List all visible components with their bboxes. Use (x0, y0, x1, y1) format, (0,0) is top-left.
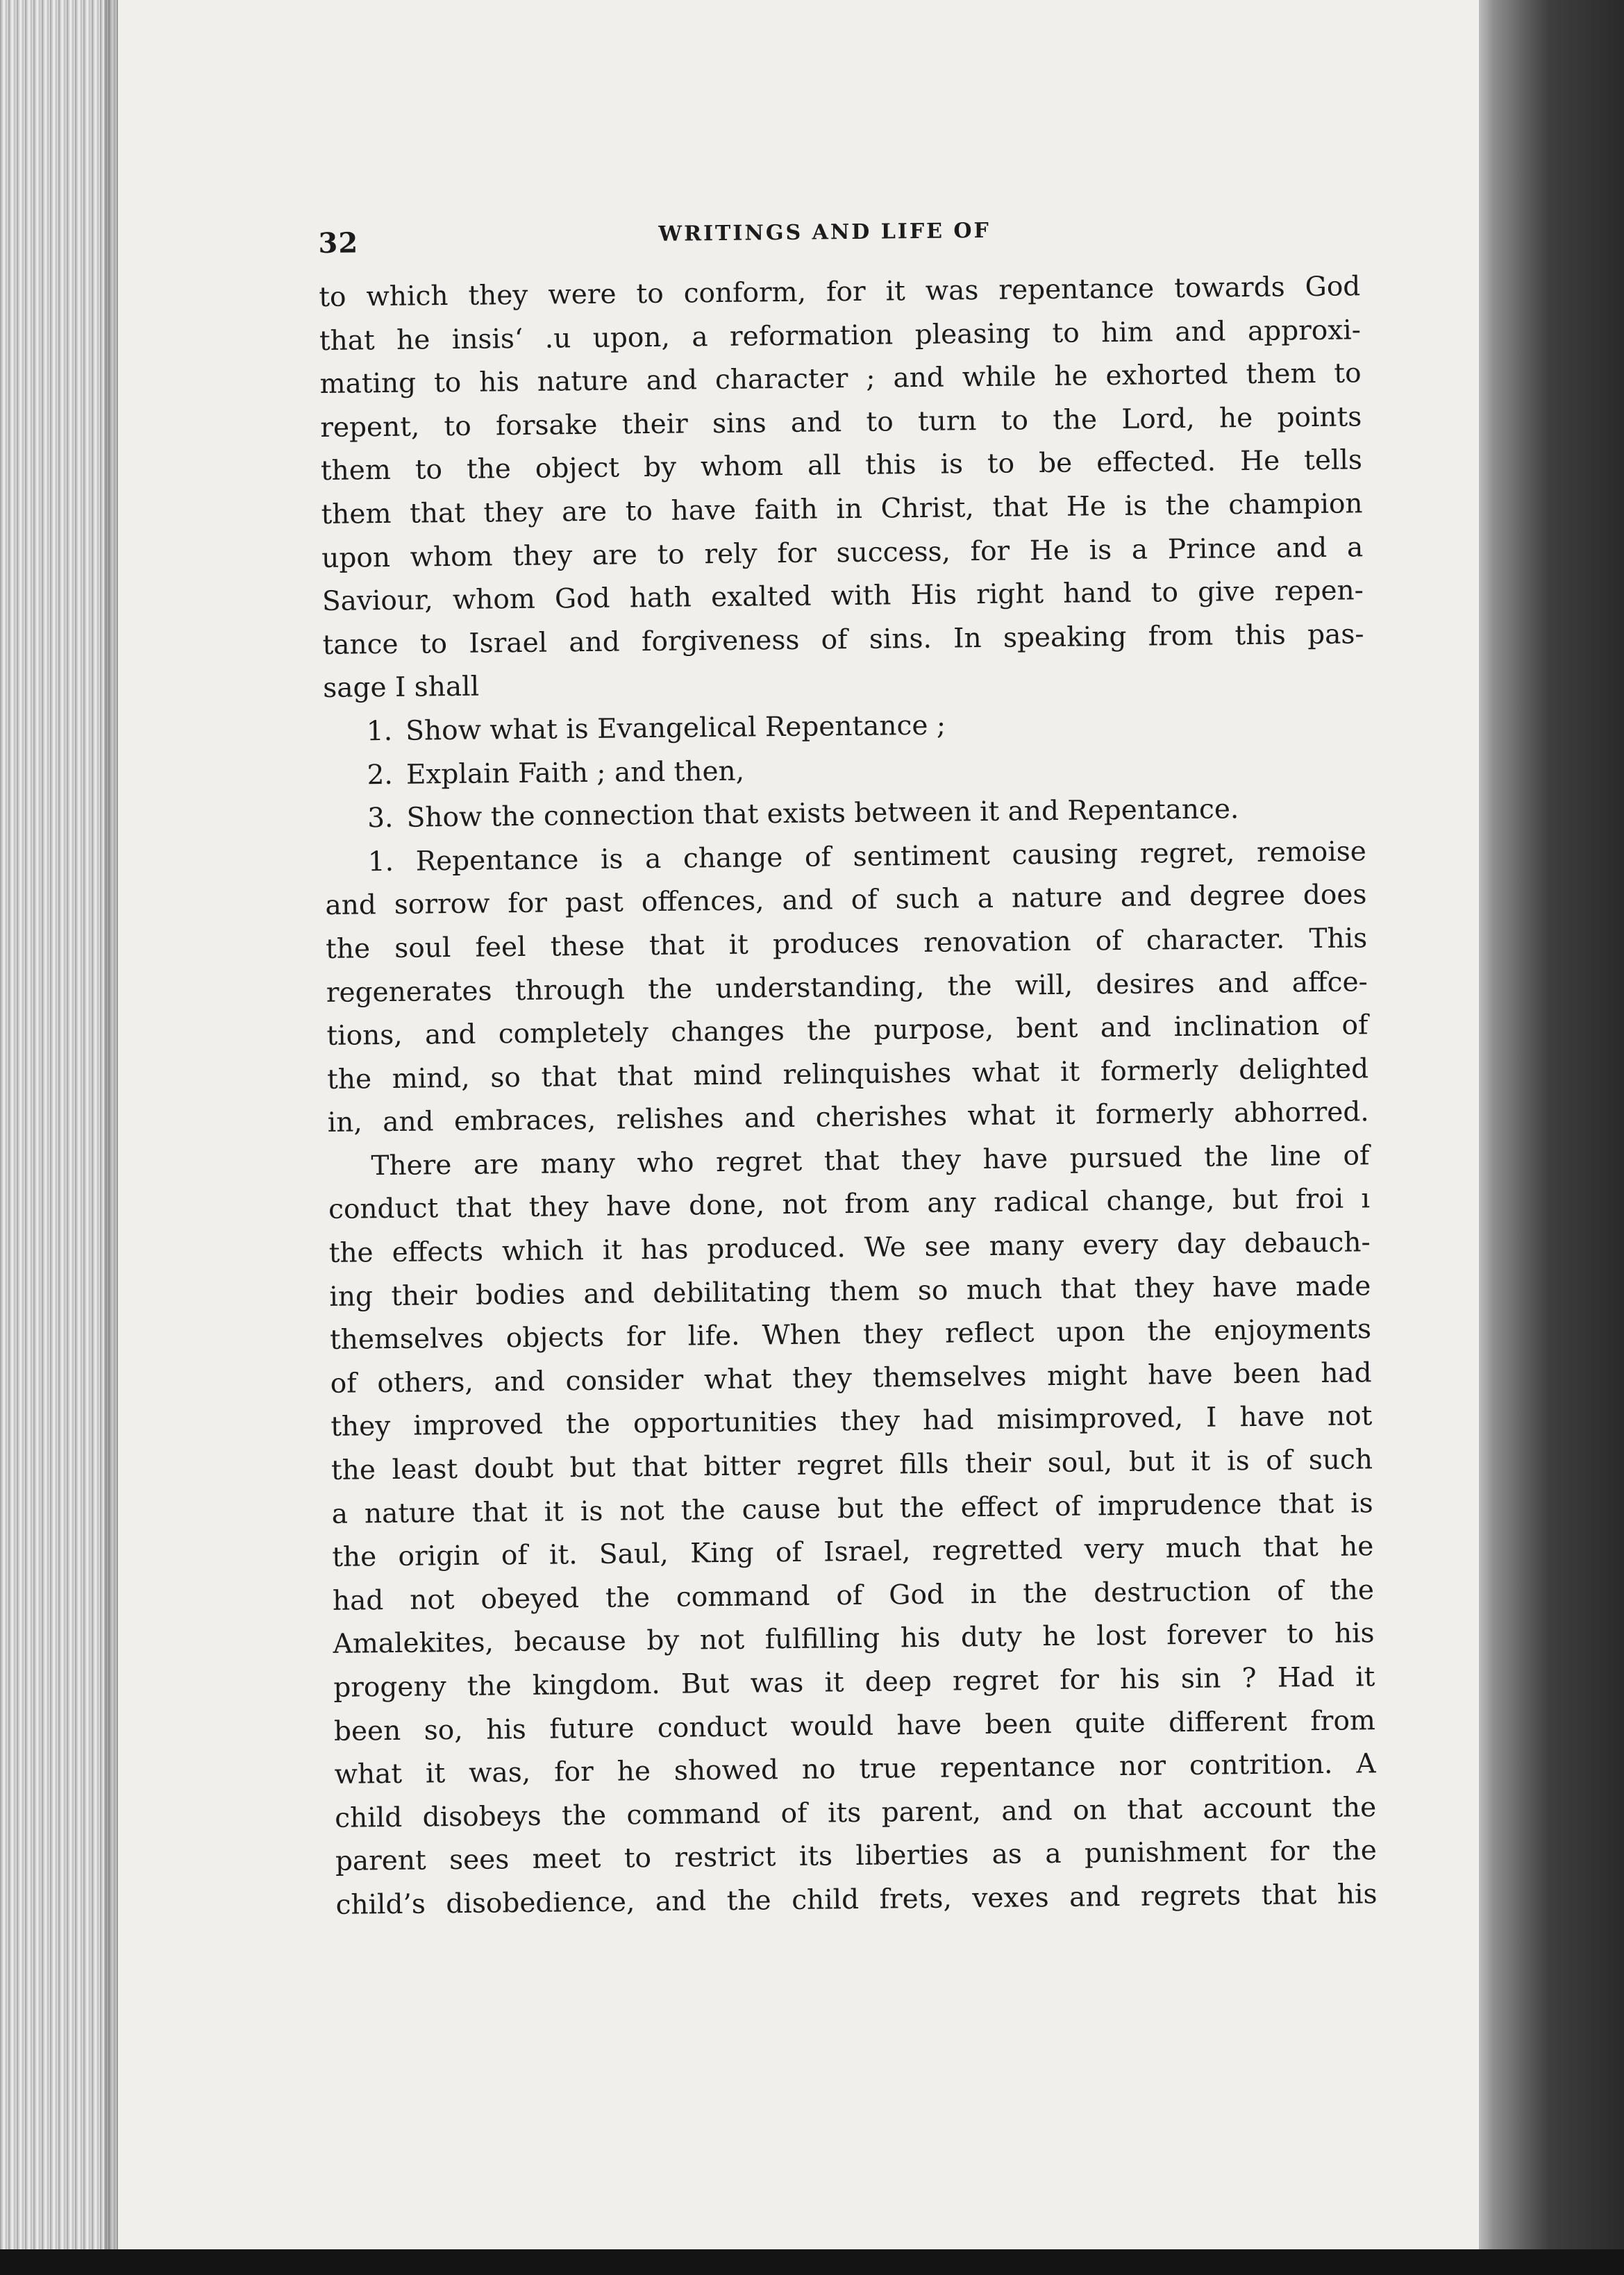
text-line: they improved the opportunities they had misimproved, I have not (330, 1400, 1373, 1443)
text-line: 1. Repentance is a change of sentiment causing regret, remoise (367, 835, 1367, 878)
text-line: and sorrow for past offences, and of such a nature and degree does (325, 879, 1367, 922)
text-line: sage I shall (323, 671, 480, 705)
text-line: them to the object by whom all this is to be effected. He tells (320, 444, 1363, 487)
text-line: There are many who regret that they have pursued the line of (371, 1140, 1370, 1182)
text-line: upon whom they are to rely for success, for He is a Prince and a (321, 531, 1364, 574)
text-line: been so, his future conduct would have been quite different from (333, 1704, 1376, 1747)
text-line: themselves objects for life. When they reflect upon the enjoyments (329, 1313, 1372, 1357)
text-line: repent, to forsake their sins and to turn to the Lord, he points (320, 401, 1362, 444)
list-number: 3. (367, 803, 394, 834)
running-head-title: WRITINGS AND LIFE OF (658, 218, 991, 246)
text-line: tance to Israel and forgiveness of sins. In speaking from this pas- (322, 619, 1364, 661)
text-line: the least doubt but that bitter regret fills their soul, but it is of such (330, 1444, 1373, 1486)
text-line: the origin of it. Saul, King of Israel, regretted very much that he (332, 1531, 1374, 1574)
text-line: the soul feel these that it produces renovation of character. This (325, 923, 1368, 965)
text-line: the effects which it has produced. We see many every day debauch- (328, 1227, 1371, 1269)
binding-shadow (1517, 0, 1624, 2275)
list-number: 1. (366, 715, 393, 748)
text-line: regenerates through the understanding, the will, desires and affce- (326, 966, 1368, 1009)
text-line: in, and embraces, relishes and cherishes what it formerly abhorred. (327, 1096, 1369, 1139)
text-line: of others, and consider what they themselves might have been had (330, 1357, 1372, 1400)
text-line: child’s disobedience, and the child frets, vexes and regrets that his (335, 1879, 1378, 1921)
list-text: Show the connection that exists between it and Repentance. (406, 794, 1239, 834)
text-line: Amalekites, because by not fulfilling his duty he lost forever to his (333, 1618, 1375, 1661)
page-number: 32 (318, 226, 359, 260)
text-line: that he insis‘ .u upon, a reformation pleasing to him and approxi- (319, 314, 1362, 357)
text-line: Saviour, whom God hath exalted with His right hand to give repen- (321, 575, 1364, 618)
list-text: Show what is Evangelical Repentance ; (405, 710, 946, 747)
text-line: child disobeys the command of its parent, and on that account the (335, 1791, 1377, 1834)
body-text (319, 265, 1378, 1927)
text-line: progeny the kingdom. But was it deep regret for his sin ? Had it (333, 1661, 1375, 1704)
text-line: the mind, so that that mind relinquishes what it formerly delighted (326, 1052, 1369, 1095)
text-line: to which they were to conform, for it was repentance towards God (319, 271, 1361, 313)
text-line: a nature that it is not the cause but the effect of imprudence that is (331, 1487, 1373, 1530)
text-line: had not obeyed the command of God in the destruction of the (332, 1574, 1375, 1617)
text-line: them that they are to have faith in Christ, that He is the champion (321, 488, 1363, 530)
text-line: mating to his nature and character ; and while he exhorted them to (319, 358, 1362, 401)
text-line: what it was, for he showed no true repentance nor contrition. A (334, 1748, 1376, 1791)
list-text: Explain Faith ; and then, (405, 755, 745, 791)
text-line: parent sees meet to restrict its liberties as a punishment for the (335, 1835, 1378, 1878)
scan-bottom-border (0, 2249, 1624, 2275)
list-number: 2. (367, 759, 394, 791)
gutter-shadow (1479, 0, 1517, 2249)
text-line: ing their bodies and debilitating them so much that they have made (329, 1270, 1371, 1313)
book-page-edges (0, 0, 118, 2249)
text-line: tions, and completely changes the purpose, bent and inclination of (326, 1009, 1368, 1052)
text-line: conduct that they have done, not from any radical change, but froi ı (328, 1183, 1371, 1226)
page-text-block (318, 197, 1378, 1927)
